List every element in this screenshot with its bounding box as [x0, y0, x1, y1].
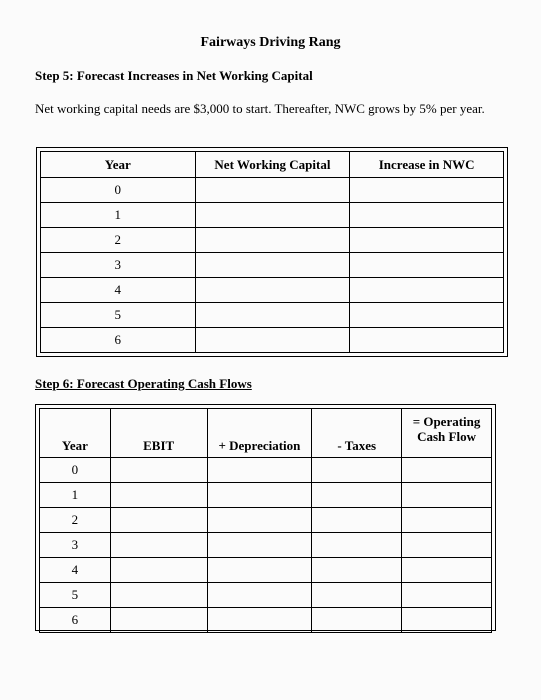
nwc-cell[interactable] [195, 278, 350, 303]
table-row [40, 508, 492, 533]
page-title: Fairways Driving Rang [200, 35, 341, 50]
nwc-cell[interactable] [195, 328, 350, 353]
table-row [41, 178, 504, 203]
year-cell: 0 [41, 178, 196, 203]
depreciation-cell[interactable] [207, 558, 312, 583]
column-header-taxes: - Taxes [312, 409, 402, 458]
ocf-cell[interactable] [402, 558, 492, 583]
year-cell: 4 [41, 278, 196, 303]
taxes-cell[interactable] [312, 483, 402, 508]
ocf-cell[interactable] [402, 508, 492, 533]
table-row [40, 583, 492, 608]
step6-heading: Step 6: Forecast Operating Cash Flows [35, 376, 252, 391]
table-row [41, 228, 504, 253]
year-cell: 6 [41, 328, 196, 353]
taxes-cell[interactable] [312, 583, 402, 608]
table-row [40, 458, 492, 483]
ocf-cell[interactable] [402, 608, 492, 633]
depreciation-cell[interactable] [207, 608, 312, 633]
nwc-cell[interactable] [195, 178, 350, 203]
year-cell: 1 [40, 483, 111, 508]
depreciation-cell[interactable] [207, 508, 312, 533]
taxes-cell[interactable] [312, 533, 402, 558]
increase-cell[interactable] [350, 203, 504, 228]
column-header-year: Year [40, 409, 111, 458]
column-header-increase-in-nwc: Increase in NWC [350, 152, 504, 178]
ebit-cell[interactable] [110, 483, 207, 508]
taxes-cell[interactable] [312, 608, 402, 633]
taxes-cell[interactable] [312, 508, 402, 533]
ocf-cell[interactable] [402, 458, 492, 483]
year-cell: 6 [40, 608, 111, 633]
increase-cell[interactable] [350, 178, 504, 203]
year-cell: 5 [41, 303, 196, 328]
nwc-table [40, 151, 504, 353]
ebit-cell[interactable] [110, 583, 207, 608]
ebit-cell[interactable] [110, 558, 207, 583]
table-row [40, 533, 492, 558]
table-row [41, 203, 504, 228]
year-cell: 3 [41, 253, 196, 278]
year-cell: 1 [41, 203, 196, 228]
step5-description: Net working capital needs are $3,000 to start. Thereafter, NWC grows by 5% per year. [35, 101, 485, 116]
column-header-depreciation: + Depreciation [207, 409, 312, 458]
year-cell: 2 [40, 508, 111, 533]
ebit-cell[interactable] [110, 533, 207, 558]
year-cell: 3 [40, 533, 111, 558]
taxes-cell[interactable] [312, 458, 402, 483]
ocf-cell[interactable] [402, 583, 492, 608]
depreciation-cell[interactable] [207, 533, 312, 558]
table-row [41, 328, 504, 353]
depreciation-cell[interactable] [207, 458, 312, 483]
ebit-cell[interactable] [110, 458, 207, 483]
table-row [41, 253, 504, 278]
column-header-year: Year [41, 152, 196, 178]
nwc-cell[interactable] [195, 303, 350, 328]
table-header-row [41, 152, 504, 178]
taxes-cell[interactable] [312, 558, 402, 583]
column-header-net-working-capital: Net Working Capital [195, 152, 350, 178]
year-cell: 0 [40, 458, 111, 483]
increase-cell[interactable] [350, 328, 504, 353]
ocf-cell[interactable] [402, 533, 492, 558]
increase-cell[interactable] [350, 228, 504, 253]
increase-cell[interactable] [350, 303, 504, 328]
step5-heading: Step 5: Forecast Increases in Net Working Capital [35, 68, 313, 83]
depreciation-cell[interactable] [207, 483, 312, 508]
table-row [40, 483, 492, 508]
cash-flow-table [39, 408, 492, 633]
nwc-cell[interactable] [195, 253, 350, 278]
ebit-cell[interactable] [110, 508, 207, 533]
ebit-cell[interactable] [110, 608, 207, 633]
nwc-cell[interactable] [195, 228, 350, 253]
table-row [41, 303, 504, 328]
column-header-ebit: EBIT [110, 409, 207, 458]
year-cell: 4 [40, 558, 111, 583]
table-row [40, 608, 492, 633]
increase-cell[interactable] [350, 278, 504, 303]
ocf-cell[interactable] [402, 483, 492, 508]
increase-cell[interactable] [350, 253, 504, 278]
year-cell: 5 [40, 583, 111, 608]
year-cell: 2 [41, 228, 196, 253]
depreciation-cell[interactable] [207, 583, 312, 608]
table-row [40, 558, 492, 583]
nwc-cell[interactable] [195, 203, 350, 228]
table-row [41, 278, 504, 303]
column-header-operating-cash-flow: = Operating Cash Flow [402, 409, 492, 458]
table-header-row [40, 409, 492, 458]
